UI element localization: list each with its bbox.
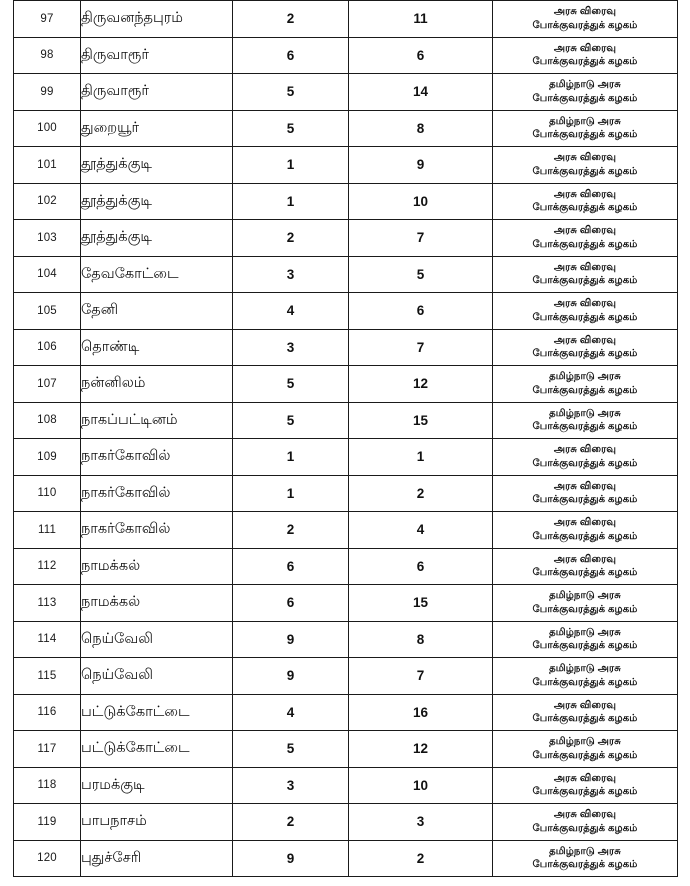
route-table-container bbox=[13, 0, 677, 877]
cell-value-a: 1 bbox=[233, 475, 349, 512]
cell-place-name: நெய்வேலி bbox=[81, 658, 233, 695]
cell-corporation-name bbox=[493, 621, 678, 658]
table-row bbox=[14, 74, 678, 111]
cell-place-name: நாமக்கல் bbox=[81, 585, 233, 622]
cell-value-a: 2 bbox=[233, 512, 349, 549]
table-row bbox=[14, 767, 678, 804]
cell-serial-number: 115 bbox=[14, 658, 81, 695]
cell-value-a: 2 bbox=[233, 804, 349, 841]
cell-serial-number: 111 bbox=[14, 512, 81, 549]
table-row bbox=[14, 366, 678, 403]
cell-place-name: திருவனந்தபுரம் bbox=[81, 1, 233, 38]
corporation-line-2: போக்குவரத்துக் கழகம் bbox=[532, 494, 638, 506]
corporation-line-2: போக்குவரத்துக் கழகம் bbox=[532, 129, 638, 141]
table-row bbox=[14, 512, 678, 549]
cell-serial-number: 107 bbox=[14, 366, 81, 403]
corporation-line-1: அரசு விரைவு bbox=[553, 298, 617, 310]
corporation-line-1: அரசு விரைவு bbox=[553, 553, 617, 565]
corporation-line-1: அரசு விரைவு bbox=[553, 42, 617, 54]
cell-value-a: 4 bbox=[233, 293, 349, 330]
corporation-line-2: போக்குவரத்துக் கழகம் bbox=[532, 822, 638, 834]
corporation-line-1: தமிழ்நாடு அரசு bbox=[549, 626, 621, 638]
cell-serial-number: 110 bbox=[14, 475, 81, 512]
cell-corporation-name bbox=[493, 329, 678, 366]
cell-corporation-name bbox=[493, 74, 678, 111]
cell-place-name: தேனி bbox=[81, 293, 233, 330]
corporation-line-1: அரசு விரைவு bbox=[553, 480, 617, 492]
cell-corporation-name bbox=[493, 1, 678, 38]
cell-serial-number: 104 bbox=[14, 256, 81, 293]
cell-corporation-name bbox=[493, 366, 678, 403]
corporation-line-1: அரசு விரைவு bbox=[553, 152, 617, 164]
cell-serial-number: 112 bbox=[14, 548, 81, 585]
cell-value-a: 2 bbox=[233, 220, 349, 257]
corporation-line-1: அரசு விரைவு bbox=[553, 772, 617, 784]
cell-place-name: நாகர்கோவில் bbox=[81, 439, 233, 476]
cell-corporation-name bbox=[493, 293, 678, 330]
cell-value-b: 14 bbox=[349, 74, 493, 111]
cell-value-b: 3 bbox=[349, 804, 493, 841]
cell-place-name: தூத்துக்குடி bbox=[81, 183, 233, 220]
table-row bbox=[14, 658, 678, 695]
corporation-line-1: அரசு விரைவு bbox=[553, 225, 617, 237]
table-row bbox=[14, 110, 678, 147]
table-row bbox=[14, 1, 678, 38]
cell-serial-number: 101 bbox=[14, 147, 81, 184]
cell-serial-number: 98 bbox=[14, 37, 81, 74]
cell-corporation-name bbox=[493, 767, 678, 804]
table-row bbox=[14, 804, 678, 841]
cell-value-b: 4 bbox=[349, 512, 493, 549]
cell-value-a: 5 bbox=[233, 366, 349, 403]
cell-place-name: தூத்துக்குடி bbox=[81, 147, 233, 184]
table-row bbox=[14, 439, 678, 476]
table-row bbox=[14, 731, 678, 768]
corporation-line-2: போக்குவரத்துக் கழகம் bbox=[532, 202, 638, 214]
cell-place-name: நாகப்பட்டினம் bbox=[81, 402, 233, 439]
corporation-line-2: போக்குவரத்துக் கழகம் bbox=[532, 238, 638, 250]
route-table bbox=[13, 0, 678, 877]
cell-place-name: பரமக்குடி bbox=[81, 767, 233, 804]
cell-place-name: தேவகோட்டை bbox=[81, 256, 233, 293]
table-row bbox=[14, 840, 678, 877]
corporation-line-1: தமிழ்நாடு அரசு bbox=[549, 79, 621, 91]
cell-place-name: தூத்துக்குடி bbox=[81, 220, 233, 257]
corporation-line-1: அரசு விரைவு bbox=[553, 334, 617, 346]
corporation-line-2: போக்குவரத்துக் கழகம் bbox=[532, 567, 638, 579]
cell-place-name: திருவாரூர் bbox=[81, 37, 233, 74]
corporation-line-2: போக்குவரத்துக் கழகம் bbox=[532, 165, 638, 177]
route-table-body bbox=[14, 1, 678, 877]
corporation-line-1: தமிழ்நாடு அரசு bbox=[549, 115, 621, 127]
cell-serial-number: 117 bbox=[14, 731, 81, 768]
cell-value-b: 7 bbox=[349, 658, 493, 695]
corporation-line-1: தமிழ்நாடு அரசு bbox=[549, 736, 621, 748]
cell-corporation-name bbox=[493, 840, 678, 877]
cell-value-b: 9 bbox=[349, 147, 493, 184]
cell-place-name: பட்டுக்கோட்டை bbox=[81, 731, 233, 768]
cell-value-b: 15 bbox=[349, 585, 493, 622]
cell-value-b: 6 bbox=[349, 293, 493, 330]
cell-value-b: 2 bbox=[349, 475, 493, 512]
cell-corporation-name bbox=[493, 658, 678, 695]
cell-serial-number: 114 bbox=[14, 621, 81, 658]
corporation-line-2: போக்குவரத்துக் கழகம் bbox=[532, 676, 638, 688]
corporation-line-1: தமிழ்நாடு அரசு bbox=[549, 845, 621, 857]
corporation-line-1: தமிழ்நாடு அரசு bbox=[549, 663, 621, 675]
cell-corporation-name bbox=[493, 37, 678, 74]
cell-serial-number: 120 bbox=[14, 840, 81, 877]
corporation-line-2: போக்குவரத்துக் கழகம் bbox=[532, 749, 638, 761]
cell-corporation-name bbox=[493, 256, 678, 293]
cell-value-b: 1 bbox=[349, 439, 493, 476]
cell-serial-number: 106 bbox=[14, 329, 81, 366]
cell-value-b: 7 bbox=[349, 220, 493, 257]
cell-value-b: 11 bbox=[349, 1, 493, 38]
cell-value-a: 6 bbox=[233, 37, 349, 74]
corporation-line-2: போக்குவரத்துக் கழகம் bbox=[532, 348, 638, 360]
corporation-line-2: போக்குவரத்துக் கழகம் bbox=[532, 786, 638, 798]
cell-place-name: நாகர்கோவில் bbox=[81, 512, 233, 549]
corporation-line-2: போக்குவரத்துக் கழகம் bbox=[532, 640, 638, 652]
cell-corporation-name bbox=[493, 731, 678, 768]
cell-value-a: 6 bbox=[233, 548, 349, 585]
corporation-line-2: போக்குவரத்துக் கழகம் bbox=[532, 603, 638, 615]
table-row bbox=[14, 329, 678, 366]
corporation-line-2: போக்குவரத்துக் கழகம் bbox=[532, 859, 638, 871]
table-row bbox=[14, 548, 678, 585]
corporation-line-2: போக்குவரத்துக் கழகம் bbox=[532, 530, 638, 542]
cell-value-a: 3 bbox=[233, 767, 349, 804]
cell-value-a: 1 bbox=[233, 147, 349, 184]
cell-value-a: 5 bbox=[233, 74, 349, 111]
cell-serial-number: 103 bbox=[14, 220, 81, 257]
corporation-line-2: போக்குவரத்துக் கழகம் bbox=[532, 311, 638, 323]
cell-corporation-name bbox=[493, 110, 678, 147]
cell-serial-number: 119 bbox=[14, 804, 81, 841]
cell-place-name: நாகர்கோவில் bbox=[81, 475, 233, 512]
corporation-line-2: போக்குவரத்துக் கழகம் bbox=[532, 421, 638, 433]
cell-value-a: 1 bbox=[233, 183, 349, 220]
corporation-line-2: போக்குவரத்துக் கழகம் bbox=[532, 457, 638, 469]
cell-serial-number: 102 bbox=[14, 183, 81, 220]
cell-value-b: 10 bbox=[349, 183, 493, 220]
cell-value-a: 4 bbox=[233, 694, 349, 731]
cell-serial-number: 108 bbox=[14, 402, 81, 439]
cell-serial-number: 97 bbox=[14, 1, 81, 38]
corporation-line-2: போக்குவரத்துக் கழகம் bbox=[532, 713, 638, 725]
table-row bbox=[14, 220, 678, 257]
cell-value-a: 2 bbox=[233, 1, 349, 38]
table-row bbox=[14, 694, 678, 731]
cell-value-b: 6 bbox=[349, 548, 493, 585]
table-row bbox=[14, 402, 678, 439]
cell-value-a: 9 bbox=[233, 840, 349, 877]
cell-value-b: 15 bbox=[349, 402, 493, 439]
cell-corporation-name bbox=[493, 475, 678, 512]
cell-place-name: தொண்டி bbox=[81, 329, 233, 366]
cell-place-name: பட்டுக்கோட்டை bbox=[81, 694, 233, 731]
cell-place-name: நெய்வேலி bbox=[81, 621, 233, 658]
cell-value-a: 5 bbox=[233, 402, 349, 439]
cell-value-b: 8 bbox=[349, 110, 493, 147]
corporation-line-1: அரசு விரைவு bbox=[553, 444, 617, 456]
corporation-line-2: போக்குவரத்துக் கழகம் bbox=[532, 92, 638, 104]
corporation-line-1: தமிழ்நாடு அரசு bbox=[549, 590, 621, 602]
cell-corporation-name bbox=[493, 220, 678, 257]
corporation-line-2: போக்குவரத்துக் கழகம் bbox=[532, 275, 638, 287]
table-row bbox=[14, 256, 678, 293]
cell-place-name: திருவாரூர் bbox=[81, 74, 233, 111]
cell-value-a: 3 bbox=[233, 256, 349, 293]
cell-value-a: 9 bbox=[233, 621, 349, 658]
cell-value-b: 12 bbox=[349, 731, 493, 768]
cell-value-b: 2 bbox=[349, 840, 493, 877]
table-row bbox=[14, 585, 678, 622]
table-row bbox=[14, 293, 678, 330]
cell-value-b: 8 bbox=[349, 621, 493, 658]
corporation-line-1: அரசு விரைவு bbox=[553, 517, 617, 529]
cell-serial-number: 116 bbox=[14, 694, 81, 731]
cell-corporation-name bbox=[493, 804, 678, 841]
corporation-line-2: போக்குவரத்துக் கழகம் bbox=[532, 56, 638, 68]
cell-serial-number: 109 bbox=[14, 439, 81, 476]
corporation-line-1: அரசு விரைவு bbox=[553, 6, 617, 18]
cell-corporation-name bbox=[493, 585, 678, 622]
cell-value-a: 9 bbox=[233, 658, 349, 695]
cell-corporation-name bbox=[493, 439, 678, 476]
corporation-line-2: போக்குவரத்துக் கழகம் bbox=[532, 384, 638, 396]
corporation-line-1: அரசு விரைவு bbox=[553, 809, 617, 821]
cell-value-b: 10 bbox=[349, 767, 493, 804]
cell-serial-number: 113 bbox=[14, 585, 81, 622]
cell-place-name: துறையூர் bbox=[81, 110, 233, 147]
cell-value-b: 16 bbox=[349, 694, 493, 731]
cell-value-b: 6 bbox=[349, 37, 493, 74]
cell-serial-number: 105 bbox=[14, 293, 81, 330]
cell-place-name: நன்னிலம் bbox=[81, 366, 233, 403]
cell-value-a: 6 bbox=[233, 585, 349, 622]
table-row bbox=[14, 37, 678, 74]
cell-corporation-name bbox=[493, 402, 678, 439]
cell-value-b: 5 bbox=[349, 256, 493, 293]
corporation-line-1: அரசு விரைவு bbox=[553, 699, 617, 711]
table-row bbox=[14, 183, 678, 220]
cell-corporation-name bbox=[493, 512, 678, 549]
cell-value-b: 7 bbox=[349, 329, 493, 366]
cell-serial-number: 100 bbox=[14, 110, 81, 147]
cell-value-a: 5 bbox=[233, 731, 349, 768]
cell-place-name: நாமக்கல் bbox=[81, 548, 233, 585]
corporation-line-1: தமிழ்நாடு அரசு bbox=[549, 407, 621, 419]
corporation-line-1: அரசு விரைவு bbox=[553, 188, 617, 200]
cell-value-b: 12 bbox=[349, 366, 493, 403]
cell-place-name: புதுச்சேரி bbox=[81, 840, 233, 877]
corporation-line-2: போக்குவரத்துக் கழகம் bbox=[532, 19, 638, 31]
corporation-line-1: தமிழ்நாடு அரசு bbox=[549, 371, 621, 383]
cell-corporation-name bbox=[493, 147, 678, 184]
cell-corporation-name bbox=[493, 183, 678, 220]
cell-value-a: 5 bbox=[233, 110, 349, 147]
cell-corporation-name bbox=[493, 694, 678, 731]
table-row bbox=[14, 475, 678, 512]
table-row bbox=[14, 147, 678, 184]
cell-serial-number: 118 bbox=[14, 767, 81, 804]
cell-corporation-name bbox=[493, 548, 678, 585]
corporation-line-1: அரசு விரைவு bbox=[553, 261, 617, 273]
cell-value-a: 1 bbox=[233, 439, 349, 476]
cell-place-name: பாபநாசம் bbox=[81, 804, 233, 841]
table-row bbox=[14, 621, 678, 658]
cell-serial-number: 99 bbox=[14, 74, 81, 111]
cell-value-a: 3 bbox=[233, 329, 349, 366]
